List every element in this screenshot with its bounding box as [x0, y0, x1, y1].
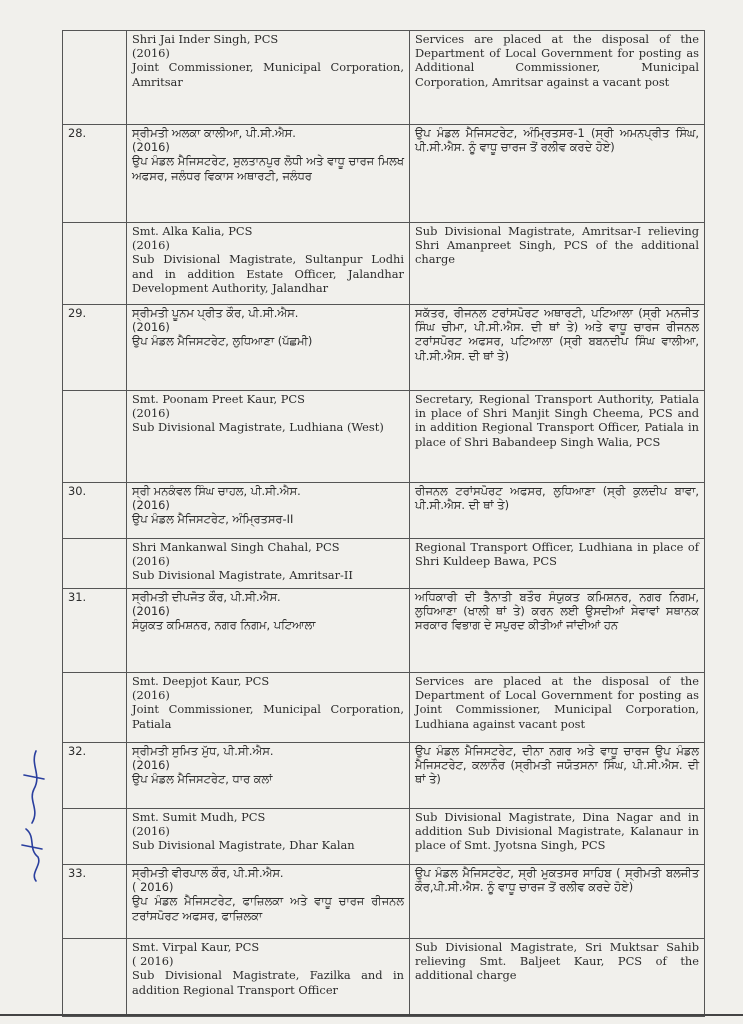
officer-name: ਸ੍ਰੀਮਤੀ ਦੀਪਜੋਤ ਕੌਰ, ਪੀ.ਸੀ.ਐਸ. — [132, 590, 281, 604]
table-row — [63, 589, 705, 673]
officer-name: ਸ੍ਰੀਮਤੀ ਪੂਨਮ ਪ੍ਰੀਤ ਕੌਰ, ਪੀ.ਸੀ.ਐਸ. — [132, 306, 299, 320]
officer-present-post: ਉਪ ਮੰਡਲ ਮੈਜਿਸਟਰੇਟ, ਲੁਧਿਆਣਾ (ਪੱਛਮੀ) — [132, 334, 313, 349]
posting-order-cell: Sub Divisional Magistrate, Sri Muktsar Sahib relieving Smt. Baljeet Kaur, PCS of the additional charge — [410, 939, 705, 1017]
serial-number: 33. — [63, 865, 127, 939]
serial-number: 30. — [63, 483, 127, 539]
officer-batch: (2016) — [132, 320, 170, 335]
serial-number — [63, 939, 127, 1017]
posting-order-cell: ਉਪ ਮੰਡਲ ਮੈਜਿਸਟਰੇਟ, ਦੀਨਾ ਨਗਰ ਅਤੇ ਵਾਧੂ ਚਾਰਜ ਉਪ ਮੰਡਲ ਮੈਜਿਸਟਰੇਟ, ਕਲਾਨੌਰ (ਸ੍ਰੀਮਤੀ ਜਯੋਤਸਨਾ ਸਿੰਘ, ਪੀ.ਸੀ.ਐਸ. ਦੀ ਥਾਂ ਤੇ) — [410, 743, 705, 809]
posting-order-cell: Sub Divisional Magistrate, Amritsar-I relieving Shri Amanpreet Singh, PCS of the additional charge — [410, 223, 705, 305]
table-row — [63, 673, 705, 743]
serial-number: 29. — [63, 305, 127, 391]
table-row — [63, 391, 705, 483]
signature-stroke — [22, 751, 44, 881]
posting-order-cell: ਉਪ ਮੰਡਲ ਮੈਜਿਸਟਰੇਟ, ਅੰਮ੍ਰਿਤਸਰ-1 (ਸ੍ਰੀ ਅਮਨਪ੍ਰੀਤ ਸਿੰਘ, ਪੀ.ਸੀ.ਐਸ. ਨੂੰ ਵਾਧੂ ਚਾਰਜ ਤੋਂ ਰਲੀਵ ਕਰਦੇ ਹੋਏ) — [410, 125, 705, 223]
officer-present-post: Joint Commissioner, Municipal Corporation, Amritsar — [132, 60, 404, 89]
officer-cell — [127, 31, 410, 125]
officer-cell — [127, 539, 410, 589]
serial-number: 31. — [63, 589, 127, 673]
officer-present-post: Sub Divisional Magistrate, Sultanpur Lodhi and in addition Estate Officer, Jalandhar Development Authority, Jalandhar — [132, 252, 404, 295]
officer-present-post: ਉਪ ਮੰਡਲ ਮੈਜਿਸਟਰੇਟ, ਸੁਲਤਾਨਪੁਰ ਲੋਧੀ ਅਤੇ ਵਾਧੂ ਚਾਰਜ ਮਿਲਖ ਅਫਸਰ, ਜਲੰਧਰ ਵਿਕਾਸ ਅਥਾਰਟੀ, ਜਲੰਧਰ — [132, 154, 404, 183]
posting-order-cell: ਰੀਜਨਲ ਟਰਾਂਸਪੋਰਟ ਅਫਸਰ, ਲੁਧਿਆਣਾ (ਸ੍ਰੀ ਕੁਲਦੀਪ ਬਾਵਾ, ਪੀ.ਸੀ.ਐਸ. ਦੀ ਥਾਂ ਤੇ) — [410, 483, 705, 539]
posting-order-cell: Sub Divisional Magistrate, Dina Nagar and in addition Sub Divisional Magistrate, Kalanaur in place of Smt. Jyotsna Singh, PCS — [410, 809, 705, 865]
posting-order-cell: Regional Transport Officer, Ludhiana in place of Shri Kuldeep Bawa, PCS — [410, 539, 705, 589]
serial-number — [63, 391, 127, 483]
officer-batch: (2016) — [132, 498, 170, 513]
officer-name: Smt. Alka Kalia, PCS — [132, 224, 253, 238]
officer-cell — [127, 483, 410, 539]
table-row — [63, 125, 705, 223]
officer-cell — [127, 391, 410, 483]
posting-orders-table — [62, 30, 705, 1017]
posting-order-cell: Services are placed at the disposal of the Department of Local Government for posting as Additional Commissioner, Municipal Corporation, Amritsar against a vacant post — [410, 31, 705, 125]
officer-batch: (2016) — [132, 554, 170, 569]
officer-batch: ( 2016) — [132, 880, 174, 895]
table-row — [63, 743, 705, 809]
posting-order-cell: Secretary, Regional Transport Authority, Patiala in place of Shri Manjit Singh Cheema, PCS and in addition Regional Transport Officer, Patiala in place of Shri Babandeep Singh Walia, PCS — [410, 391, 705, 483]
officer-batch: (2016) — [132, 604, 170, 619]
table-row — [63, 539, 705, 589]
officer-cell — [127, 865, 410, 939]
handwritten-signature — [6, 745, 56, 885]
officer-batch: (2016) — [132, 688, 170, 703]
table-row — [63, 939, 705, 1017]
serial-number: 32. — [63, 743, 127, 809]
officer-present-post: Joint Commissioner, Municipal Corporation, Patiala — [132, 702, 404, 731]
officer-name: ਸ੍ਰੀਮਤੀ ਸੁਮਿਤ ਮੁੱਧ, ਪੀ.ਸੀ.ਐਸ. — [132, 744, 274, 758]
officer-present-post: Sub Divisional Magistrate, Ludhiana (West) — [132, 420, 384, 435]
table-row — [63, 305, 705, 391]
officer-present-post: ਉਪ ਮੰਡਲ ਮੈਜਿਸਟਰੇਟ, ਫਾਜ਼ਿਲਕਾ ਅਤੇ ਵਾਧੂ ਚਾਰਜ ਰੀਜਨਲ ਟਰਾਂਸਪੋਰਟ ਅਫਸਰ, ਫਾਜ਼ਿਲਕਾ — [132, 894, 404, 923]
officer-name: Shri Mankanwal Singh Chahal, PCS — [132, 540, 340, 554]
officer-batch: (2016) — [132, 758, 170, 773]
officer-present-post: Sub Divisional Magistrate, Dhar Kalan — [132, 838, 355, 853]
officer-cell — [127, 125, 410, 223]
officer-name: ਸ੍ਰੀ ਮਨਕੰਵਲ ਸਿੰਘ ਚਾਹਲ, ਪੀ.ਸੀ.ਐਸ. — [132, 484, 301, 498]
serial-number — [63, 223, 127, 305]
officer-present-post: ਉਪ ਮੰਡਲ ਮੈਜਿਸਟਰੇਟ, ਅੰਮ੍ਰਿਤਸਰ-II — [132, 512, 294, 527]
officer-cell — [127, 223, 410, 305]
posting-order-cell: ਅਧਿਕਾਰੀ ਦੀ ਤੈਨਾਤੀ ਬਤੌਰ ਸੰਯੁਕਤ ਕਮਿਸ਼ਨਰ, ਨਗਰ ਨਿਗਮ, ਲੁਧਿਆਣਾ (ਖਾਲੀ ਥਾਂ ਤੇ) ਕਰਨ ਲਈ ਉਸਦੀਆਂ ਸੇਵਾਵਾਂ ਸਥਾਨਕ ਸਰਕਾਰ ਵਿਭਾਗ ਦੇ ਸਪੁਰਦ ਕੀਤੀਆਂ ਜਾਂਦੀਆਂ ਹਨ — [410, 589, 705, 673]
officer-batch: ( 2016) — [132, 954, 174, 969]
table-row — [63, 865, 705, 939]
posting-order-cell: ਉਪ ਮੰਡਲ ਮੈਜਿਸਟਰੇਟ, ਸ੍ਰੀ ਮੁਕਤਸਰ ਸਾਹਿਬ ( ਸ੍ਰੀਮਤੀ ਬਲਜੀਤ ਕੌਰ,ਪੀ.ਸੀ.ਐਸ. ਨੂੰ ਵਾਧੂ ਚਾਰਜ ਤੋਂ ਰਲੀਵ ਕਰਦੇ ਹੋਏ) — [410, 865, 705, 939]
page-bottom-rule — [0, 1014, 743, 1016]
officer-name: Smt. Sumit Mudh, PCS — [132, 810, 266, 824]
officer-cell — [127, 305, 410, 391]
serial-number — [63, 673, 127, 743]
officer-batch: (2016) — [132, 406, 170, 421]
officer-name: ਸ੍ਰੀਮਤੀ ਅਲਕਾ ਕਾਲੀਆ, ਪੀ.ਸੀ.ਐਸ. — [132, 126, 296, 140]
officer-cell — [127, 743, 410, 809]
officer-present-post: Sub Divisional Magistrate, Fazilka and in addition Regional Transport Officer — [132, 968, 404, 997]
officer-present-post: Sub Divisional Magistrate, Amritsar-II — [132, 568, 353, 583]
officer-batch: (2016) — [132, 824, 170, 839]
posting-order-cell: Services are placed at the disposal of the Department of Local Government for posting as Joint Commissioner, Municipal Corporation, Ludhiana against vacant post — [410, 673, 705, 743]
officer-cell — [127, 673, 410, 743]
serial-number — [63, 539, 127, 589]
officer-name: Smt. Virpal Kaur, PCS — [132, 940, 260, 954]
officer-cell — [127, 809, 410, 865]
officer-batch: (2016) — [132, 140, 170, 155]
officer-cell — [127, 589, 410, 673]
officer-cell — [127, 939, 410, 1017]
table-row — [63, 483, 705, 539]
table-row — [63, 809, 705, 865]
serial-number: 28. — [63, 125, 127, 223]
officer-present-post: ਸੰਯੁਕਤ ਕਮਿਸ਼ਨਰ, ਨਗਰ ਨਿਗਮ, ਪਟਿਆਲਾ — [132, 618, 316, 633]
serial-number — [63, 31, 127, 125]
table-row — [63, 223, 705, 305]
table-row — [63, 31, 705, 125]
officer-batch: (2016) — [132, 238, 170, 253]
officer-name: Smt. Poonam Preet Kaur, PCS — [132, 392, 305, 406]
serial-number — [63, 809, 127, 865]
posting-order-cell: ਸਕੱਤਰ, ਰੀਜਨਲ ਟਰਾਂਸਪੋਰਟ ਅਥਾਰਟੀ, ਪਟਿਆਲਾ (ਸ੍ਰੀ ਮਨਜੀਤ ਸਿੰਘ ਚੀਮਾ, ਪੀ.ਸੀ.ਐਸ. ਦੀ ਥਾਂ ਤੇ) ਅਤੇ ਵਾਧੂ ਚਾਰਜ ਰੀਜਨਲ ਟਰਾਂਸਪੋਰਟ ਅਫਸਰ, ਪਟਿਆਲਾ (ਸ੍ਰੀ ਬਬਨਦੀਪ ਸਿੰਘ ਵਾਲੀਆ, ਪੀ.ਸੀ.ਐਸ. ਦੀ ਥਾਂ ਤੇ) — [410, 305, 705, 391]
officer-name: ਸ੍ਰੀਮਤੀ ਵੀਰਪਾਲ ਕੌਰ, ਪੀ.ਸੀ.ਐਸ. — [132, 866, 284, 880]
officer-name: Smt. Deepjot Kaur, PCS — [132, 674, 270, 688]
officer-present-post: ਉਪ ਮੰਡਲ ਮੈਜਿਸਟਰੇਟ, ਧਾਰ ਕਲਾਂ — [132, 772, 273, 787]
officer-batch: (2016) — [132, 46, 170, 61]
officer-name: Shri Jai Inder Singh, PCS — [132, 32, 279, 46]
